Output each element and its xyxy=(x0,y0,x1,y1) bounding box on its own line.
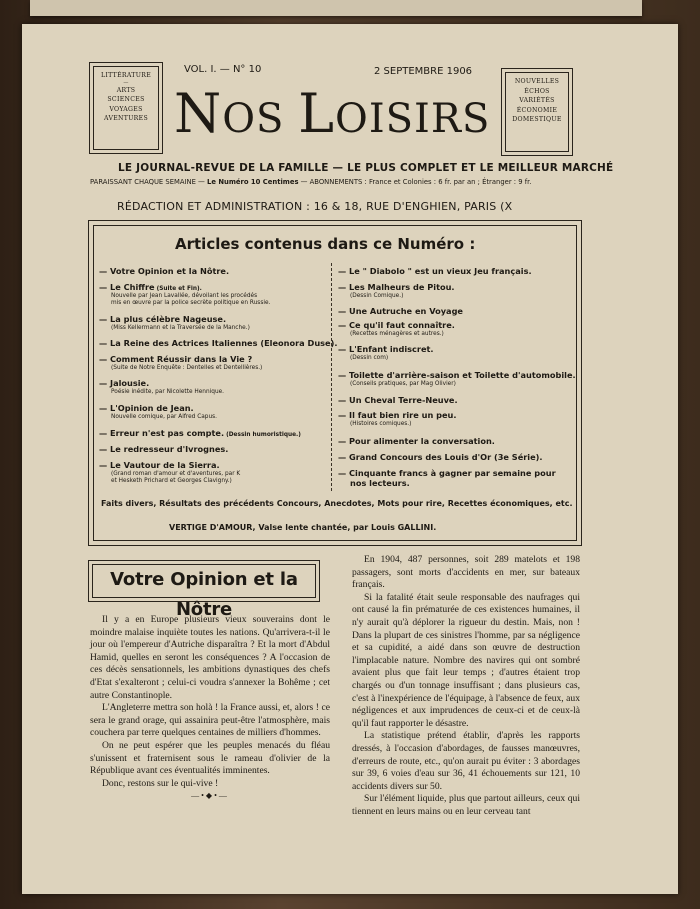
left-box-line: AVENTURES xyxy=(103,115,148,123)
toc-item: — Votre Opinion et la Nôtre. xyxy=(99,266,230,276)
toc-item: — La Reine des Actrices Italiennes (Eleonora Duse). xyxy=(99,338,338,348)
article-paragraph: Si la fatalité était seule responsable des naufrages qui ont causé la fin prématurée de ces existences humaines, il n'y aurait qu'à déplorer la rigueur du destin. Mais, non ! Dans la plupart de ces sinistres l'homme, par sa négligence et sa cupidité, a aidé dans son œuvre de destruction l'implacable nature. Nombre des navires qui ont sombré avaient plus que fait leur temps ; d'autres étaient trop chargés ou d'un tonnage insuffisant ; dans plusieurs cas, c'est à l'inexpérience de l'équipage, à l'absence de feux, aux négligences et aux imprudences de ceux-ci et de ceux-là qu'il faut rapporter le désastre. xyxy=(352,591,580,729)
toc-item: — Erreur n'est pas compte. (Dessin humoristique.) xyxy=(99,428,301,438)
issue-date: 2 SEPTEMBRE 1906 xyxy=(374,66,473,77)
article-paragraph: La statistique prétend établir, d'après les rapports dressés, à l'occasion d'abordages, de fausses manœuvres, d'erreurs de route, etc., qu'on aurait pu éviter : 3 abordages sur 39, 6 voies d'eau sur 36, 41 échouements sur 121, 10 accidents divers sur 50. xyxy=(352,730,580,792)
contents-footer: Faits divers, Résultats des précédents Concours, Anecdotes, Mots pour rire, Recettes économiques, etc. xyxy=(101,499,573,508)
newspaper-title: NOS LOISIRS xyxy=(174,82,491,145)
article-heading-box xyxy=(88,560,320,620)
article-left-column xyxy=(90,614,330,803)
masthead-right-box xyxy=(501,68,573,156)
newspaper-page xyxy=(22,24,678,894)
toc-item: — Toilette d'arrière-saison et Toilette d'automobile. (Conseils pratiques, par Mag Olivier) xyxy=(338,370,576,387)
address-line: RÉDACTION ET ADMINISTRATION : 16 & 18, RUE D'ENGHIEN, PARIS (X xyxy=(117,200,513,213)
toc-item: — La plus célèbre Nageuse. (Miss Kellermann et la Traversée de la Manche.) xyxy=(99,314,250,331)
toc-item: — Un Cheval Terre-Neuve. xyxy=(338,395,458,405)
underlying-page xyxy=(30,0,642,16)
contents-title: Articles contenus dans ce Numéro : xyxy=(175,235,476,253)
article-paragraph: On ne peut espérer que les peuples menacés du fléau s'unissent et fraternisent sous le rameau d'olivier de la République avant ces éventualités imminentes. xyxy=(90,739,330,777)
toc-item: — L'Opinion de Jean. Nouvelle comique, par Alfred Capus. xyxy=(99,403,218,420)
left-box-line: VOYAGES xyxy=(109,105,143,113)
article-paragraph: Sur l'élément liquide, plus que partout ailleurs, ceux qui tiennent en leurs mains ou en leur cerveau tant xyxy=(352,793,580,817)
subtitle: LE JOURNAL-REVUE DE LA FAMILLE — LE PLUS COMPLET ET LE MEILLEUR MARCHÉ xyxy=(118,162,614,174)
toc-item: — Le redresseur d'Ivrognes. xyxy=(99,444,229,454)
contents-box xyxy=(88,220,582,546)
right-box-line: NOUVELLES xyxy=(514,78,560,85)
right-box-line: ÉCHOS xyxy=(524,87,550,95)
toc-item: — L'Enfant indiscret. (Dessin com) xyxy=(338,344,434,361)
toc-item: — Jalousie. Poésie inédite, par Nicolette Hennique. xyxy=(99,378,225,395)
toc-item: — Le Vautour de la Sierra. (Grand roman d'amour et d'aventures, par K et Hesketh Prichard et Georges Clavigny.) xyxy=(99,460,241,484)
toc-item: — Le Chiffre (Suite et Fin). Nouvelle par Jean Lavallée, dévoilant les procédés mis en œuvre par la police secrète politique en Russie. xyxy=(99,282,271,306)
left-box-line: LITTÉRATURE xyxy=(100,72,152,79)
article-heading: Votre Opinion et la Nôtre xyxy=(92,564,316,598)
parution-line: PARAISSANT CHAQUE SEMAINE — Le Numéro 10 Centimes — ABONNEMENTS : France et Colonies : 6 fr. par an ; Étranger : 9 fr. xyxy=(90,178,532,186)
toc-item: — Pour alimenter la conversation. xyxy=(338,436,495,446)
article-paragraph: Il y a en Europe plusieurs vieux souverains dont le moindre malaise inquiète toutes les nations. Qu'arrivera-t-il le jour où l'empereur d'Autriche disparaîtra ? Et la mort d'Abdul Hamid, quelles en seront les conséquences ? A l'occasion de ces décès sensationnels, les ambitions dynastiques des chefs d'Etat s'exalteront ; celui-ci voudra s'annexer la Bohême ; cet autre Constantinople. xyxy=(90,614,330,701)
toc-item: — Une Autruche en Voyage xyxy=(338,306,463,316)
toc-item: — Les Malheurs de Pitou. (Dessin Comique.) xyxy=(338,282,455,299)
article-paragraph: L'Angleterre mettra son holà ! la France aussi, et, alors ! ce sera le grand orage, qui assainira peut-être l'atmosphère, mais couchera par terre quelques centaines de milliers d'hommes. xyxy=(90,702,330,739)
toc-item: — Il faut bien rire un peu. (Histoires comiques.) xyxy=(338,410,457,427)
right-box-line: VARIÉTÉS xyxy=(519,97,555,105)
right-box-line: DOMESTIQUE xyxy=(512,116,562,124)
toc-item: — Grand Concours des Louis d'Or (3e Série). xyxy=(338,452,543,462)
article-paragraph: Donc, restons sur le qui-vive ! xyxy=(102,777,219,789)
toc-item: — Ce qu'il faut connaître. (Recettes ménagères et autres.) xyxy=(338,320,455,337)
article-right-column xyxy=(352,554,580,818)
right-box-line: ÉCONOMIE xyxy=(516,106,558,114)
column-divider xyxy=(331,263,332,491)
masthead-left-box: LITTÉRATURE — ARTS SCIENCES VOYAGES AVENTURES xyxy=(89,62,163,154)
left-box-line: ARTS xyxy=(116,86,136,94)
contents-music-note: VERTIGE D'AMOUR, Valse lente chantée, par Louis GALLINI. xyxy=(169,523,437,532)
toc-item: — Cinquante francs à gagner par semaine pour nos lecteurs. xyxy=(338,468,556,488)
volume-number: VOL. I. — N° 10 xyxy=(184,64,262,75)
left-box-line: SCIENCES xyxy=(107,96,145,104)
toc-item: — Comment Réussir dans la Vie ? (Suite de Notre Enquête : Dentelles et Dentellières.) xyxy=(99,354,263,371)
article-paragraph: En 1904, 487 personnes, soit 289 matelots et 198 passagers, sont morts d'accidents en mer, sur bateaux français. xyxy=(352,554,580,591)
toc-item: — Le " Diabolo " est un vieux Jeu français. xyxy=(338,266,532,276)
ornament: —•◆•— xyxy=(191,791,229,801)
